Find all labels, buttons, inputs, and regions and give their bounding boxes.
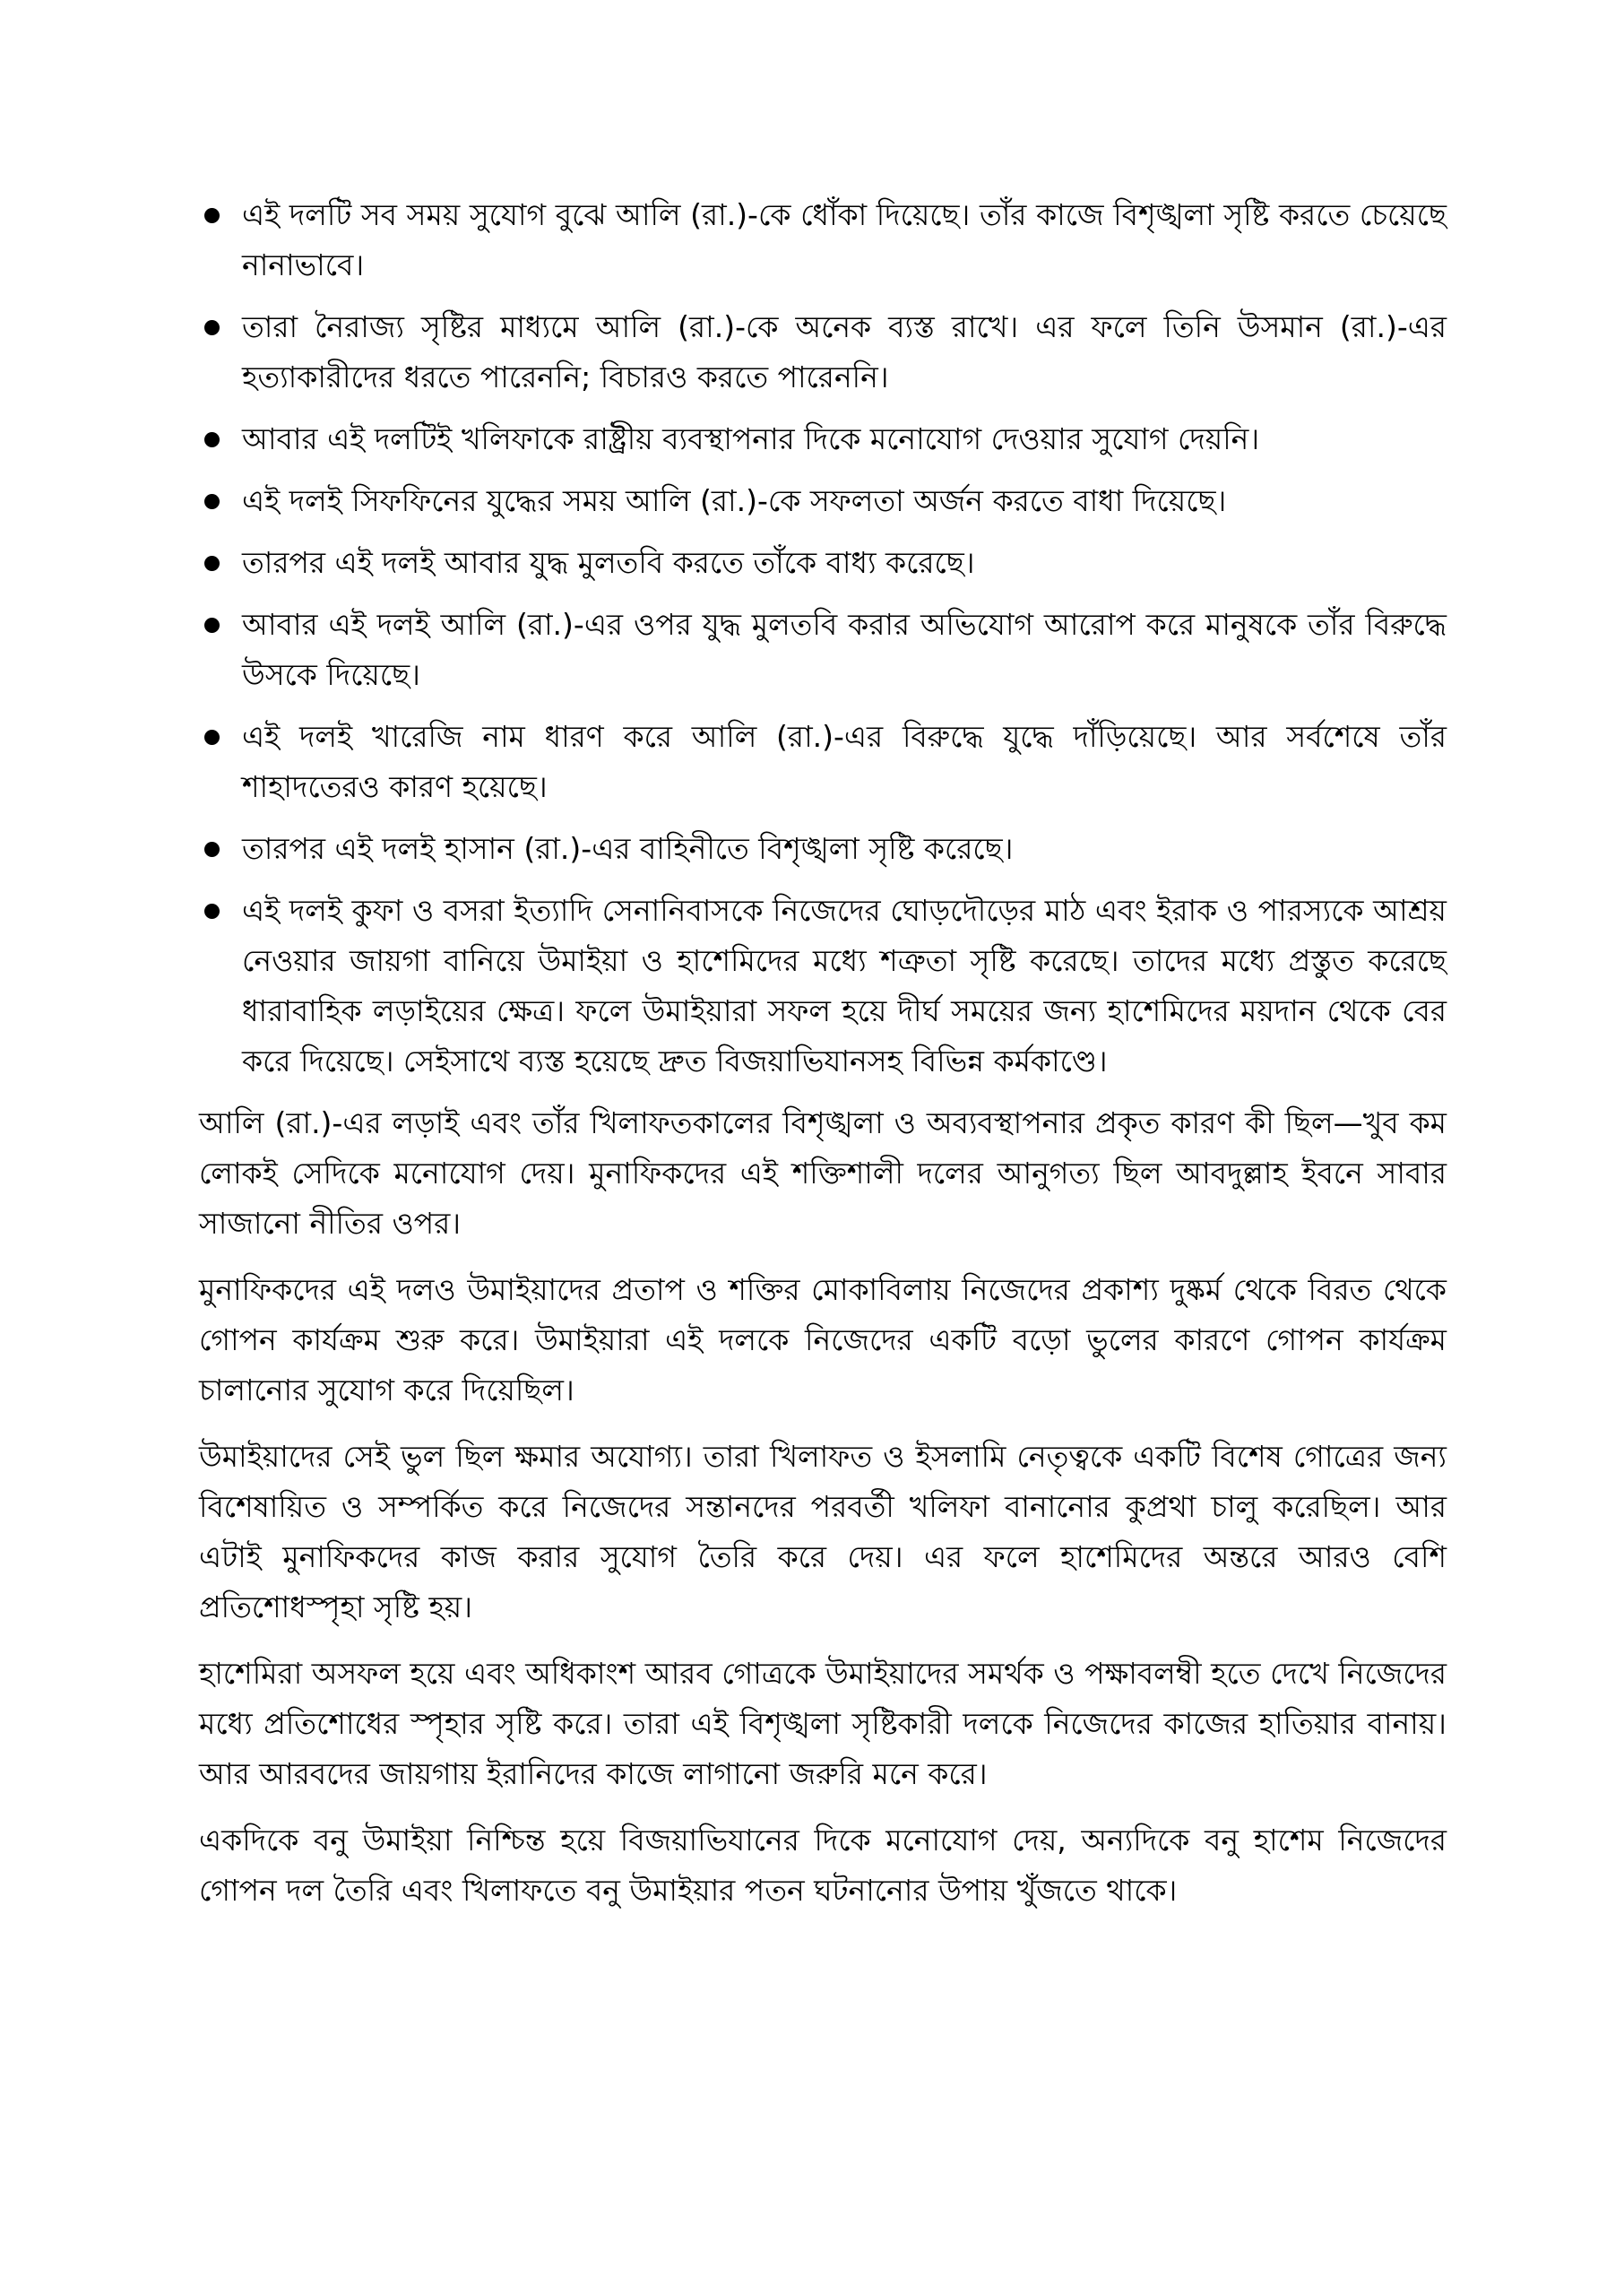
bullet-icon: [204, 208, 220, 223]
bullet-icon: [204, 556, 220, 571]
bullet-icon: [204, 432, 220, 447]
list-item-text: তারপর এই দলই হাসান (রা.)-এর বাহিনীতে বিশৃঙ্খলা সৃষ্টি করেছে।: [242, 831, 1014, 866]
bullet-icon: [204, 842, 220, 857]
list-item-text: এই দলই কুফা ও বসরা ইত্যাদি সেনানিবাসকে নিজেদের ঘোড়দৌড়ের মাঠ এবং ইরাক ও পারস্যকে আশ্রয় নেওয়ার জায়গা বানিয়ে উমাইয়া ও হাশেমিদের মধ্যে শত্রুতা সৃষ্টি করেছে। তাদের মধ্যে প্রস্তুত করেছে ধারাবাহিক লড়াইয়ের ক্ষেত্র। ফলে উমাইয়ারা সফল হয়ে দীর্ঘ সময়ের জন্য হাশেমিদের ময়দান থেকে বের করে দিয়েছে। সেইসাথে ব্যস্ত হয়েছে দ্রুত বিজয়াভিযানসহ বিভিন্ন কর্মকাণ্ডে।: [242, 893, 1447, 1078]
list-item: [199, 414, 1447, 464]
list-item-text: আবার এই দলই আলি (রা.)-এর ওপর যুদ্ধ মুলতবি করার অভিযোগ আরোপ করে মানুষকে তাঁর বিরুদ্ধে উসকে দিয়েছে।: [242, 607, 1447, 692]
body-paragraph: আলি (রা.)-এর লড়াই এবং তাঁর খিলাফতকালের বিশৃঙ্খলা ও অব্যবস্থাপনার প্রকৃত কারণ কী ছিল—খুব কম লোকই সেদিকে মনোযোগ দেয়। মুনাফিকদের এই শক্তিশালী দলের আনুগত্য ছিল আবদুল্লাহ ইবনে সাবার সাজানো নীতির ওপর।: [199, 1105, 1447, 1241]
body-paragraph: একদিকে বনু উমাইয়া নিশ্চিন্ত হয়ে বিজয়াভিযানের দিকে মনোযোগ দেয়, অন্যদিকে বনু হাশেম নিজেদের গোপন দল তৈরি এবং খিলাফতে বনু উমাইয়ার পতন ঘটনানোর উপায় খুঁজতে থাকে।: [199, 1823, 1447, 1908]
bullet-icon: [204, 320, 220, 335]
list-item: [199, 190, 1447, 290]
list-item-text: এই দলটি সব সময় সুযোগ বুঝে আলি (রা.)-কে ধোঁকা দিয়েছে। তাঁর কাজে বিশৃঙ্খলা সৃষ্টি করতে চেয়েছে নানাভাবে।: [242, 197, 1447, 282]
bullet-icon: [204, 618, 220, 633]
bullet-icon: [204, 494, 220, 509]
list-item-text: আবার এই দলটিই খলিফাকে রাষ্ট্রীয় ব্যবস্থাপনার দিকে মনোযোগ দেওয়ার সুযোগ দেয়নি।: [242, 421, 1260, 456]
body-paragraph: মুনাফিকদের এই দলও উমাইয়াদের প্রতাপ ও শক্তির মোকাবিলায় নিজেদের প্রকাশ্য দুষ্কর্ম থেকে বিরত থেকে গোপন কার্যক্রম শুরু করে। উমাইয়ারা এই দলকে নিজেদের একটি বড়ো ভুলের কারণে গোপন কার্যক্রম চালানোর সুযোগ করে দিয়েছিল।: [199, 1272, 1447, 1407]
list-item: [199, 712, 1447, 812]
list-item: [199, 824, 1447, 874]
list-item: [199, 600, 1447, 700]
list-item-text: তারপর এই দলই আবার যুদ্ধ মুলতবি করতে তাঁকে বাধ্য করেছে।: [242, 545, 975, 580]
list-item: [199, 476, 1447, 526]
bullet-icon: [204, 904, 220, 919]
list-item: [199, 886, 1447, 1087]
bullet-list: [199, 190, 1447, 1087]
list-item-text: তারা নৈরাজ্য সৃষ্টির মাধ্যমে আলি (রা.)-কে অনেক ব্যস্ত রাখে। এর ফলে তিনি উসমান (রা.)-এর হত্যাকারীদের ধরতে পারেননি; বিচারও করতে পারেননি।: [242, 309, 1447, 394]
list-item: [199, 538, 1447, 588]
list-item-text: এই দলই সিফফিনের যুদ্ধের সময় আলি (রা.)-কে সফলতা অর্জন করতে বাধা দিয়েছে।: [242, 483, 1227, 518]
body-paragraph: উমাইয়াদের সেই ভুল ছিল ক্ষমার অযোগ্য। তারা খিলাফত ও ইসলামি নেতৃত্বকে একটি বিশেষ গোত্রের জন্য বিশেষায়িত ও সম্পর্কিত করে নিজেদের সন্তানদের পরবর্তী খলিফা বানানোর কুপ্রথা চালু করেছিল। আর এটাই মুনাফিকদের কাজ করার সুযোগ তৈরি করে দেয়। এর ফলে হাশেমিদের অন্তরে আরও বেশি প্রতিশোধস্পৃহা সৃষ্টি হয়।: [199, 1439, 1447, 1624]
page-content: [199, 190, 1447, 1932]
body-paragraph: হাশেমিরা অসফল হয়ে এবং অধিকাংশ আরব গোত্রকে উমাইয়াদের সমর্থক ও পক্ষাবলম্বী হতে দেখে নিজেদের মধ্যে প্রতিশোধের স্পৃহার সৃষ্টি করে। তারা এই বিশৃঙ্খলা সৃষ্টিকারী দলকে নিজেদের কাজের হাতিয়ার বানায়। আর আরবদের জায়গায় ইরানিদের কাজে লাগানো জরুরি মনে করে।: [199, 1656, 1447, 1791]
list-item-text: এই দলই খারেজি নাম ধারণ করে আলি (রা.)-এর বিরুদ্ধে যুদ্ধে দাঁড়িয়েছে। আর সর্বশেষে তাঁর শাহাদতেরও কারণ হয়েছে।: [242, 719, 1447, 804]
bullet-icon: [204, 730, 220, 745]
list-item: [199, 302, 1447, 403]
